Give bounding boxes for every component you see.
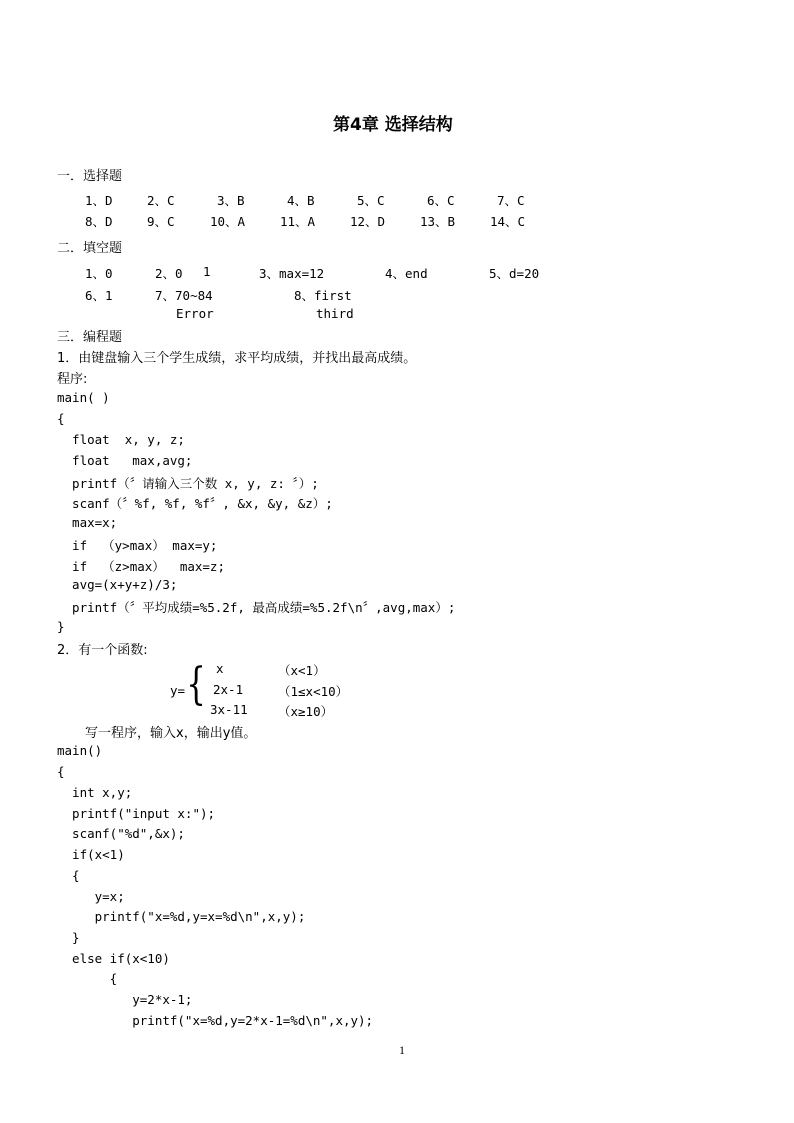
code-line: float x, y, z; [57,432,185,447]
code-line: main( ) [57,390,110,405]
answer-item: Error [176,306,214,321]
code-line: int x,y; [57,785,133,800]
answer-item: 6、C [427,193,455,208]
code-line: printf("x=%d,y=x=%d\n",x,y); [57,909,306,924]
code-line: if （z>max） max=z; [57,559,225,574]
answer-item: 1、D [85,193,113,208]
code-line: y=2*x-1; [57,992,193,1007]
code-line: max=x; [57,515,118,530]
code-line: avg=(x+y+z)/3; [57,577,178,592]
code-line: printf（〞平均成绩=%5.2f, 最高成绩=%5.2f\n〞,avg,max）; [57,600,456,615]
case-condition: （1≤x<10） [278,684,349,699]
answer-item: 1、0 [85,266,113,281]
question-2-text: 2．有一个函数: [57,643,148,658]
function-lhs: y= [170,683,186,698]
answer-item: 14、C [490,214,526,229]
code-line: scanf（〞%f, %f, %f〞, &x, &y, &z）; [57,496,333,511]
answer-item: 13、B [420,214,456,229]
code-line: y=x; [57,889,125,904]
answer-item: 3、max=12 [259,266,325,281]
answer-item: 10、A [210,214,246,229]
code-line: float max,avg; [57,453,193,468]
section-heading-choice: 一．选择题 [57,169,123,184]
code-line: printf("input x:"); [57,806,216,821]
code-line: main() [57,743,103,758]
answer-item: third [316,306,354,321]
code-line: { [57,411,65,426]
section-heading-programming: 三．编程题 [57,330,123,345]
section-heading-fill: 二．填空题 [57,241,123,256]
answer-item: 2、0 [155,266,183,281]
answer-item: 8、D [85,214,113,229]
answer-item: 4、B [287,193,315,208]
answer-item: 1 [203,264,211,279]
answer-item: 8、first [294,288,352,303]
code-line: { [57,971,118,986]
case-condition: （x<1） [278,663,326,678]
code-line: } [57,930,80,945]
case-expression: 2x-1 [213,682,244,697]
case-expression: 3x-11 [210,702,248,717]
answer-item: 6、1 [85,288,113,303]
answer-item: 4、end [385,266,428,281]
answer-item: 11、A [280,214,316,229]
left-brace-symbol: { [186,659,206,710]
code-line: printf("x=%d,y=2*x-1=%d\n",x,y); [57,1013,374,1028]
question-1-text: 1．由键盘输入三个学生成绩，求平均成绩，并找出最高成绩。 [57,351,417,366]
answer-item: 7、C [497,193,525,208]
code-line: else if(x<10) [57,951,170,966]
code-line: printf（〞请输入三个数 x, y, z: 〞）; [57,476,319,491]
code-line: { [57,868,80,883]
case-expression: x [216,661,224,676]
code-line: if （y>max） max=y; [57,538,218,553]
code-line: { [57,764,65,779]
answer-item: 5、C [357,193,385,208]
page-title: 第4章 选择结构 [333,115,453,135]
answer-item: 5、d=20 [489,266,540,281]
code-line: if(x<1) [57,847,125,862]
answer-item: 2、C [147,193,175,208]
answer-item: 7、70~84 [155,288,213,303]
code-line: } [57,619,65,634]
question-2-task: 写一程序，输入x，输出y值。 [85,726,257,741]
answer-item: 3、B [217,193,245,208]
code-line: scanf("%d",&x); [57,826,185,841]
answer-item: 12、D [350,214,386,229]
page-number: 1 [399,1043,405,1057]
answer-item: 9、C [147,214,175,229]
program-label: 程序: [57,372,88,387]
case-condition: （x≥10） [278,704,334,719]
